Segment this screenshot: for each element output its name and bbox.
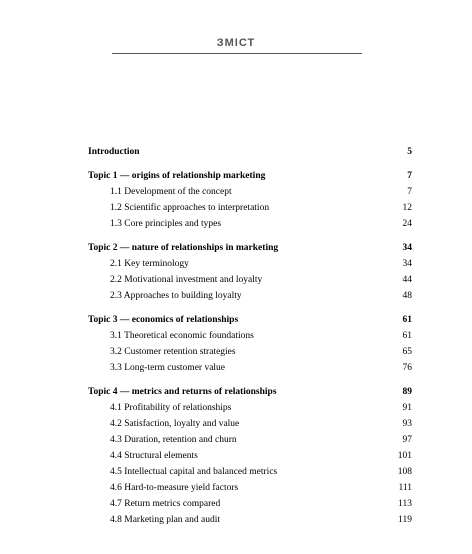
toc-section <box>110 402 412 414</box>
toc-page-number: 91 <box>402 403 412 413</box>
toc-entry-text: 3.3 Long-term customer value <box>110 363 226 373</box>
toc-page-number: 24 <box>402 219 412 229</box>
toc-entry-text: Topic 2 — nature of relationships in marketing <box>88 243 279 253</box>
toc-section <box>110 186 412 198</box>
toc-chapter <box>88 146 412 158</box>
toc-entry-text: 4.8 Marketing plan and audit <box>110 515 221 525</box>
toc-page-number: 111 <box>398 483 412 493</box>
toc-chapter <box>88 314 412 326</box>
page-header <box>0 0 472 49</box>
toc-section <box>110 466 412 478</box>
toc-section <box>110 514 412 526</box>
page-title: ЗМІСТ <box>216 37 256 49</box>
toc-chapter <box>88 242 412 254</box>
toc-page-number: 93 <box>402 419 412 429</box>
toc-entry-text: 4.3 Duration, retention and churn <box>110 435 237 445</box>
toc-page-number: 12 <box>402 203 412 213</box>
toc-section <box>110 362 412 374</box>
toc-section <box>110 218 412 230</box>
toc-page-number: 101 <box>397 451 412 461</box>
toc-chapter <box>88 386 412 398</box>
toc-section <box>110 274 412 286</box>
toc-section <box>110 418 412 430</box>
toc-page-number: 76 <box>402 363 412 373</box>
toc-page-number: 119 <box>398 515 412 525</box>
toc-chapter <box>88 170 412 182</box>
toc-entry-text: 4.5 Intellectual capital and balanced metrics <box>110 467 278 477</box>
toc-page-number: 34 <box>402 243 412 253</box>
title-underline <box>112 53 362 54</box>
toc-section <box>110 258 412 270</box>
toc-page-number: 5 <box>407 147 412 157</box>
toc-section <box>110 202 412 214</box>
toc-page-number: 44 <box>402 275 412 285</box>
toc-page-number: 108 <box>397 467 412 477</box>
toc-page-number: 97 <box>402 435 412 445</box>
toc-entry-text: 4.6 Hard-to-measure yield factors <box>110 483 239 493</box>
toc-entry-text: 2.2 Motivational investment and loyalty <box>110 275 263 285</box>
toc-entry-text: 4.7 Return metrics compared <box>110 499 221 509</box>
toc-section <box>110 290 412 302</box>
toc-page-number: 34 <box>402 259 412 269</box>
toc-entry-text: Introduction <box>88 147 140 157</box>
toc-entry-text: Topic 4 — metrics and returns of relationships <box>88 387 277 397</box>
toc-entry-text: 2.1 Key terminology <box>110 259 189 269</box>
toc-entry-text: 3.1 Theoretical economic foundations <box>110 331 254 341</box>
toc-entry-text: 4.1 Profitability of relationships <box>110 403 232 413</box>
toc-page-number: 48 <box>402 291 412 301</box>
toc-page-number: 61 <box>402 331 412 341</box>
toc-entry-text: Topic 1 — origins of relationship marketing <box>88 171 266 181</box>
toc-entry-text: 4.2 Satisfaction, loyalty and value <box>110 419 240 429</box>
toc-page-number: 89 <box>402 387 412 397</box>
toc-section <box>110 346 412 358</box>
toc-page-number: 113 <box>398 499 412 509</box>
toc-page-number: 65 <box>402 347 412 357</box>
toc-entry-text: Topic 3 — economics of relationships <box>88 315 239 325</box>
toc-entry-text: 2.3 Approaches to building loyalty <box>110 291 242 301</box>
toc-entry-text: 1.3 Core principles and types <box>110 219 222 229</box>
toc-section <box>110 434 412 446</box>
toc-section <box>110 482 412 494</box>
toc-section <box>110 450 412 462</box>
toc-entry-text: 3.2 Customer retention strategies <box>110 347 236 357</box>
toc-page-number: 7 <box>407 171 412 181</box>
toc-page-number: 61 <box>402 315 412 325</box>
toc-entry-text: 4.4 Structural elements <box>110 451 198 461</box>
toc-page-number: 7 <box>407 187 412 197</box>
toc-entry-text: 1.1 Development of the concept <box>110 187 232 197</box>
toc-entry-text: 1.2 Scientific approaches to interpretation <box>110 203 270 213</box>
toc-section <box>110 498 412 510</box>
toc-section <box>110 330 412 342</box>
